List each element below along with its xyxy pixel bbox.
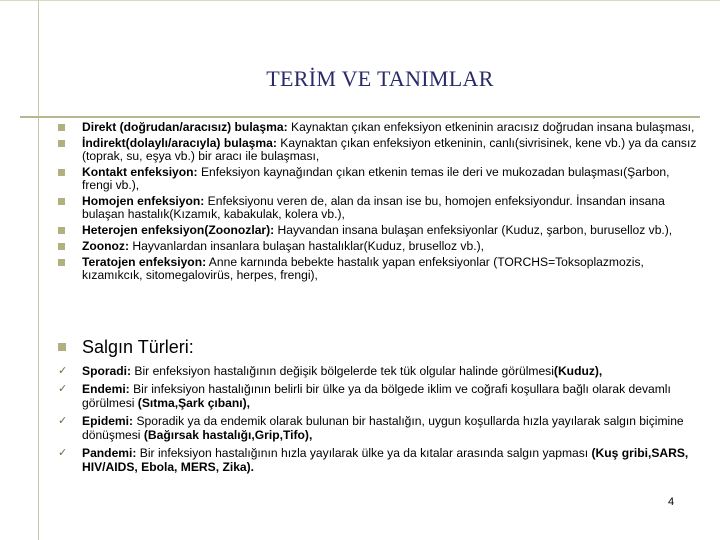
page-number: 4 — [668, 496, 675, 508]
square-bullet-icon — [58, 243, 65, 250]
definition-text: Kaynaktan çıkan enfeksiyon etkeninin aracısız doğrudan insana bulaşması, — [287, 120, 695, 134]
definition-text: Hayvandan insana bulaşan enfeksiyonlar (Kuduz, şarbon, buruselloz vb.), — [274, 223, 673, 237]
definition-text: Enfeksiyonu veren de, alan da insan ise bu, homojen enfeksiyondur. İnsandan insana bulaşan hastalık(Kızamık, kabakulak, kolera vb.), — [82, 194, 665, 221]
type-term: Pandemi: — [82, 446, 137, 460]
square-bullet-icon — [58, 227, 65, 234]
type-examples: (Sıtma,Şark çıbanı), — [137, 396, 251, 410]
type-text: Bir infeksiyon hastalığının hızla yayılarak ülke ya da kıtalar arasında salgın yapması — [136, 446, 592, 460]
epidemic-types-section — [58, 336, 698, 478]
definition-text: Hayvanlardan insanlara bulaşan hastalıklar(Kuduz, bruselloz vb.), — [129, 239, 484, 253]
square-bullet-icon — [58, 198, 65, 205]
checkmark-icon: ✓ — [58, 415, 68, 427]
list-item — [58, 121, 698, 134]
type-examples: (Bağırsak hastalığı,Grip,Tifo), — [143, 428, 313, 442]
definition-term: Homojen enfeksiyon: — [82, 194, 205, 208]
square-bullet-icon — [58, 343, 66, 351]
definition-text: Kaynaktan çıkan enfeksiyon etkeninin, canlı(sivrisinek, kene vb.) ya da cansız (toprak, su, eşya vb.) bir aracı ile bulaşması, — [82, 136, 697, 163]
square-bullet-icon — [58, 259, 65, 266]
checkmark-icon: ✓ — [58, 365, 68, 377]
type-term: Endemi: — [82, 382, 130, 396]
list-item — [58, 414, 698, 442]
type-term: Epidemi: — [82, 414, 134, 428]
checkmark-icon: ✓ — [58, 447, 68, 459]
definition-term: Kontakt enfeksiyon: — [82, 165, 198, 179]
square-bullet-icon — [58, 169, 65, 176]
list-item — [58, 364, 698, 378]
definitions-list — [58, 121, 698, 285]
checkmark-icon: ✓ — [58, 383, 68, 395]
section-heading-text: Salgın Türleri: — [82, 337, 194, 357]
type-text: Bir infeksiyon hastalığının belirli bir ülke ya da bölgede iklim ve coğrafi koşullara bağlı olarak devamlı görülmesi — [82, 382, 671, 410]
list-item — [58, 240, 698, 253]
type-text: Bir enfeksiyon hastalığının değişik bölgelerde tek tük olgular halinde görülmesi — [131, 364, 554, 378]
type-examples: (Kuş gribi,SARS, HIV/AIDS, Ebola, MERS, Zika). — [82, 446, 689, 474]
types-list — [58, 364, 698, 474]
list-item — [58, 256, 698, 282]
definition-term: Heterojen enfeksiyon(Zoonozlar): — [82, 223, 275, 237]
square-bullet-icon — [58, 124, 65, 131]
type-text: Sporadik ya da endemik olarak bulunan bir hastalığın, uygun koşullarda hızla yayılarak salgın biçimine dönüşmesi — [82, 414, 684, 442]
definition-text: Anne karnında bebekte hastalık yapan enfeksiyonlar (TORCHS=Toksoplazmozis, kızamıkcık, sitomegalovirüs, herpes, frengi), — [82, 255, 644, 282]
title-underline — [20, 116, 700, 118]
section-heading — [58, 336, 698, 358]
list-item — [58, 137, 698, 163]
definition-term: Zoonoz: — [82, 239, 130, 253]
definition-text: Enfeksiyon kaynağından çıkan etkenin temas ile deri ve mukozadan bulaşması(Şarbon, frengi vb.), — [82, 165, 670, 192]
definition-term: İndirekt(dolaylı/aracıyla) bulaşma: — [82, 136, 277, 150]
page-title: TERİM VE TANIMLAR — [266, 66, 494, 91]
list-item — [58, 224, 698, 237]
type-term: Sporadi: — [82, 364, 132, 378]
list-item — [58, 195, 698, 221]
definition-term: Direkt (doğrudan/aracısız) bulaşma: — [82, 120, 288, 134]
list-item — [58, 446, 698, 474]
square-bullet-icon — [58, 140, 65, 147]
list-item — [58, 166, 698, 192]
type-examples: (Kuduz), — [553, 364, 603, 378]
definition-term: Teratojen enfeksiyon: — [82, 255, 207, 269]
list-item — [58, 382, 698, 410]
